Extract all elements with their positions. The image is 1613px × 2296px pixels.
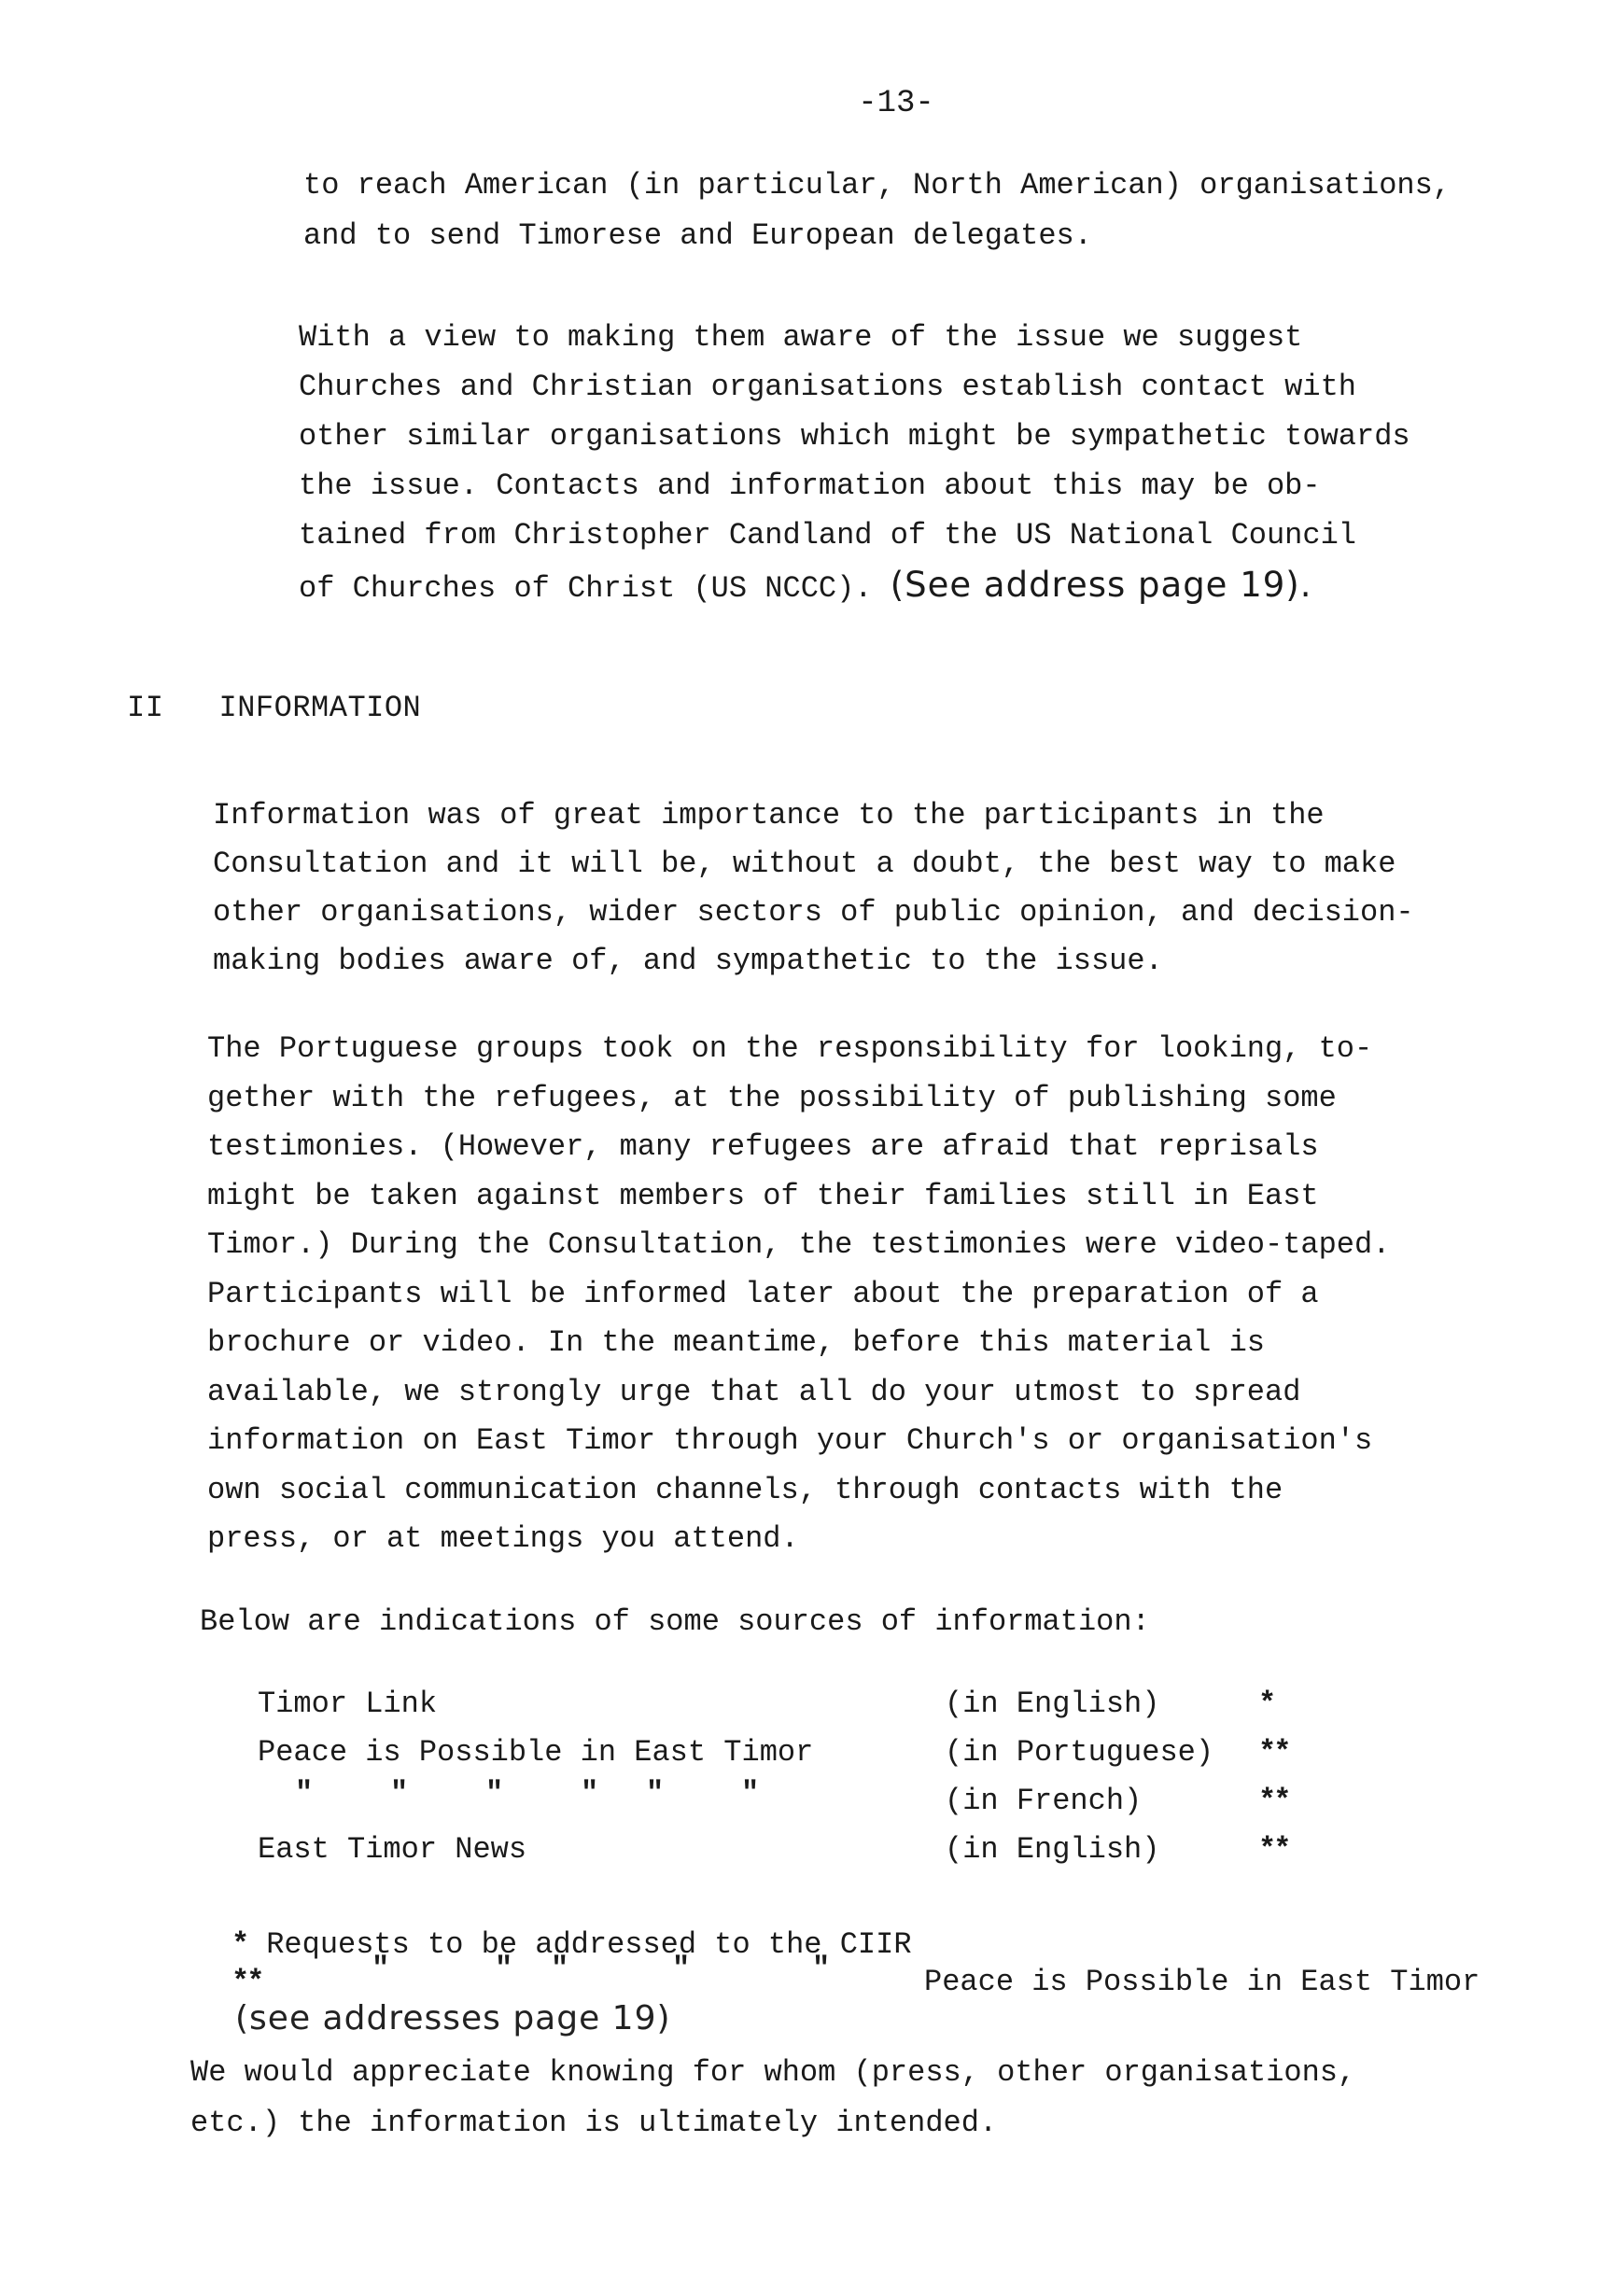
ditto-mark: "	[581, 1776, 599, 1811]
ditto-mark: "	[390, 1776, 409, 1811]
source-mark: **	[1258, 1784, 1289, 1818]
ditto-mark: "	[295, 1776, 314, 1811]
list-item	[258, 1680, 1331, 1729]
list-item	[258, 1826, 1331, 1874]
information-paragraph-1: Information was of great importance to the participants in the Consultation and it will be, without a doubt, the best way to make other organisations, wider sectors of public opinion, and decision- making bodies aware of, and sympathetic to the issue.	[213, 798, 1414, 978]
source-title: Peace is Possible in East Timor	[258, 1735, 814, 1770]
ditto-mark: "	[495, 1952, 513, 1986]
source-title: East Timor News	[258, 1832, 527, 1867]
source-mark: **	[1258, 1735, 1289, 1770]
appreciation-paragraph: We would appreciate knowing for whom (press, other organisations, etc.) the information is ultimately intended.	[190, 2055, 1356, 2140]
source-title: Timor Link	[258, 1687, 438, 1721]
churches-paragraph	[299, 313, 1587, 613]
source-mark: *	[1258, 1687, 1274, 1721]
see-addresses-note: (see addresses page 19)	[235, 1999, 671, 2037]
source-mark: **	[1258, 1832, 1289, 1867]
ditto-mark: "	[372, 1952, 390, 1986]
footnote-mark: *	[231, 1927, 250, 1962]
footnote-mark: **	[231, 1965, 262, 1999]
information-paragraph-2: The Portuguese groups took on the responsibility for looking, to- gether with the refugees, at the possibility of publishing some testimonies. (However, many refugees are afraid that reprisals might be taken against members of their families still in East Timor.) During the Consultation, the testimonies were video-taped. Participants will be informed later about the preparation of a brochure or video. In the meantime, before this material is available, we strongly urge that all do your utmost to spread information on East Timor through your Church's or organisation's own social communication channels, through contacts with the press, or at meetings you attend.	[207, 1031, 1391, 1556]
ditto-mark: "	[741, 1776, 760, 1811]
ditto-mark: "	[646, 1776, 665, 1811]
churches-see-address: (See address page 19).	[890, 565, 1312, 605]
ditto-mark: "	[551, 1952, 569, 1986]
footnote-text: Peace is Possible in East Timor	[924, 1965, 1480, 1999]
sources-intro: Below are indications of some sources of information:	[200, 1604, 1150, 1639]
footnote-text: Requests to be addressed to the CIIR	[266, 1927, 912, 1962]
intro-paragraph: to reach American (in particular, North American) organisations, and to send Timorese and European delegates.	[303, 168, 1451, 253]
sources-list	[258, 1680, 1331, 1874]
source-language: (in Portuguese)	[945, 1735, 1214, 1770]
ditto-mark: "	[812, 1952, 831, 1986]
churches-paragraph-text: With a view to making them aware of the issue we suggest Churches and Christian organisations establish contact with other similar organisations which might be sympathetic towards the issue. Contacts and information about this may be ob- tained from Christopher Candland of the US National Council of Churches of Christ (US NCCC).	[299, 320, 1410, 606]
ditto-mark: "	[485, 1776, 504, 1811]
list-item	[258, 1777, 1331, 1826]
source-language: (in French)	[945, 1784, 1143, 1818]
ditto-marks	[295, 1770, 836, 1818]
source-language: (in English)	[945, 1832, 1160, 1867]
ditto-mark: "	[672, 1952, 691, 1986]
source-language: (in English)	[945, 1687, 1160, 1721]
ditto-marks	[372, 1947, 902, 1992]
page-number: -13-	[858, 86, 934, 121]
footnote-peace	[231, 1952, 1538, 2005]
section-heading-information: II INFORMATION	[127, 691, 422, 725]
